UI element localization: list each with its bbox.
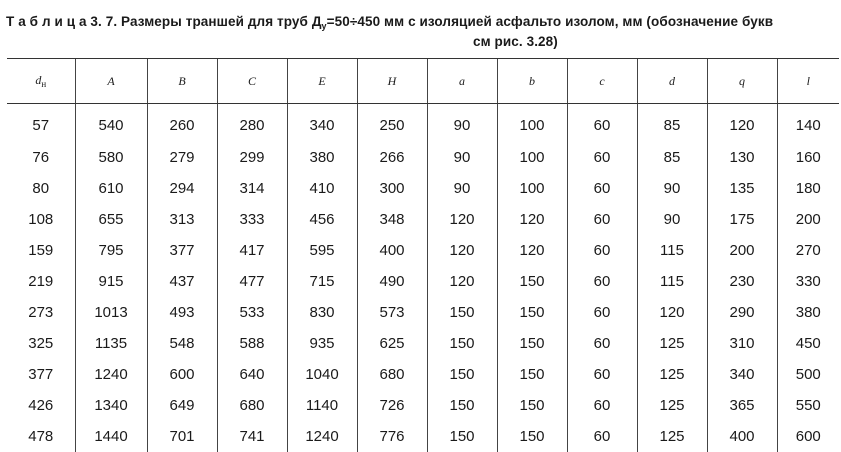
table-row xyxy=(7,266,839,297)
table-cell: 115 xyxy=(637,266,707,297)
table-cell: 60 xyxy=(567,235,637,266)
table-cell: 60 xyxy=(567,328,637,359)
table-cell: 135 xyxy=(707,173,777,204)
table-cell: 314 xyxy=(217,173,287,204)
table-cell: 610 xyxy=(75,173,147,204)
table-cell: 100 xyxy=(497,142,567,173)
table-cell: 400 xyxy=(357,235,427,266)
table-cell: 490 xyxy=(357,266,427,297)
table-cell: 115 xyxy=(637,235,707,266)
table-cell: 290 xyxy=(707,297,777,328)
column-header: d xyxy=(637,59,707,104)
table-row xyxy=(7,235,839,266)
table-cell: 299 xyxy=(217,142,287,173)
table-body xyxy=(7,104,839,452)
table-cell: 60 xyxy=(567,204,637,235)
table-cell: 60 xyxy=(567,266,637,297)
table-cell: 477 xyxy=(217,266,287,297)
table-cell: 600 xyxy=(777,421,839,452)
table-caption xyxy=(6,14,836,49)
table-cell: 655 xyxy=(75,204,147,235)
table-cell: 60 xyxy=(567,297,637,328)
column-header: b xyxy=(497,59,567,104)
table-cell: 377 xyxy=(147,235,217,266)
table-cell: 159 xyxy=(28,241,54,259)
column-header: l xyxy=(777,59,839,104)
table-cell: 100 xyxy=(497,104,567,142)
table-cell: 60 xyxy=(567,142,637,173)
column-header: $d_н$ xyxy=(7,59,75,104)
header-row xyxy=(7,59,839,104)
table-cell: 125 xyxy=(637,421,707,452)
table-cell: 533 xyxy=(217,297,287,328)
table-cell: 219 xyxy=(28,272,54,290)
column-header: q xyxy=(707,59,777,104)
table-cell: 76 xyxy=(32,148,50,166)
table-cell: 330 xyxy=(777,266,839,297)
table-cell: 550 xyxy=(777,390,839,421)
table-cell: 180 xyxy=(777,173,839,204)
caption-line-1: Т а б л и ц а 3. 7. Размеры траншей для труб $Д_у=50\div 450$ мм с изоляцией асфальто изолом, мм (обозначение букв xyxy=(6,14,774,31)
table-cell: 795 xyxy=(75,235,147,266)
table-cell: 500 xyxy=(777,359,839,390)
table-row xyxy=(7,359,839,390)
table-cell: 60 xyxy=(567,104,637,142)
table-cell: 380 xyxy=(777,297,839,328)
table-cell: 377 xyxy=(28,365,54,383)
table-row xyxy=(7,204,839,235)
table-cell: 230 xyxy=(707,266,777,297)
table-cell: 80 xyxy=(32,179,50,197)
table-cell: 340 xyxy=(707,359,777,390)
table-cell: 333 xyxy=(217,204,287,235)
table-cell: 294 xyxy=(147,173,217,204)
table-cell: 935 xyxy=(287,328,357,359)
table-cell: 90 xyxy=(637,173,707,204)
table-cell: 120 xyxy=(497,204,567,235)
table-cell: 60 xyxy=(567,421,637,452)
column-header: A xyxy=(75,59,147,104)
table-cell: 493 xyxy=(147,297,217,328)
table-cell: 417 xyxy=(217,235,287,266)
table-cell: 60 xyxy=(567,359,637,390)
table-cell: 426 xyxy=(28,396,54,414)
table-cell: 280 xyxy=(217,104,287,142)
caption-line-2: см рис. 3.28) xyxy=(473,34,558,49)
table-cell: 273 xyxy=(28,303,54,321)
table-cell: 90 xyxy=(427,104,497,142)
table-cell: 120 xyxy=(637,297,707,328)
table-cell: 410 xyxy=(287,173,357,204)
table-cell: 1340 xyxy=(75,390,147,421)
table-cell: 365 xyxy=(707,390,777,421)
table-cell: 57 xyxy=(32,117,50,135)
table-cell: 300 xyxy=(357,173,427,204)
table-cell: 580 xyxy=(75,142,147,173)
column-header: C xyxy=(217,59,287,104)
table-row xyxy=(7,104,839,142)
table-cell: 456 xyxy=(287,204,357,235)
table-row xyxy=(7,421,839,452)
column-header: H xyxy=(357,59,427,104)
table-cell: 130 xyxy=(707,142,777,173)
table-cell: 680 xyxy=(217,390,287,421)
table-cell: 701 xyxy=(147,421,217,452)
table-cell: 325 xyxy=(28,334,54,352)
table-cell: 380 xyxy=(287,142,357,173)
table-cell: 150 xyxy=(427,390,497,421)
table-cell: 348 xyxy=(357,204,427,235)
table-cell: 85 xyxy=(637,104,707,142)
table-cell: 60 xyxy=(567,173,637,204)
table-cell: 125 xyxy=(637,359,707,390)
table-cell: 200 xyxy=(707,235,777,266)
table-cell: 741 xyxy=(217,421,287,452)
table-cell: 313 xyxy=(147,204,217,235)
table-cell: 588 xyxy=(217,328,287,359)
table-cell: 1135 xyxy=(75,328,147,359)
table-cell: 150 xyxy=(497,390,567,421)
table-cell: 640 xyxy=(217,359,287,390)
table-cell: 120 xyxy=(427,235,497,266)
table-cell: 125 xyxy=(637,328,707,359)
trench-dimensions-table xyxy=(7,58,839,452)
table-cell: 108 xyxy=(28,210,54,228)
table-cell: 279 xyxy=(147,142,217,173)
column-header: B xyxy=(147,59,217,104)
table-cell: 437 xyxy=(147,266,217,297)
column-header: a xyxy=(427,59,497,104)
table-cell: 260 xyxy=(147,104,217,142)
table-cell: 120 xyxy=(497,235,567,266)
table-cell: 90 xyxy=(637,204,707,235)
table-row xyxy=(7,173,839,204)
table-cell: 400 xyxy=(707,421,777,452)
table-cell: 726 xyxy=(357,390,427,421)
table-cell: 120 xyxy=(427,266,497,297)
table-cell: 548 xyxy=(147,328,217,359)
table-row xyxy=(7,390,839,421)
table-cell: 625 xyxy=(357,328,427,359)
table-cell: 1240 xyxy=(287,421,357,452)
table-cell: 540 xyxy=(75,104,147,142)
table-cell: 595 xyxy=(287,235,357,266)
table-cell: 680 xyxy=(357,359,427,390)
table-cell: 1440 xyxy=(75,421,147,452)
table-row xyxy=(7,297,839,328)
table-cell: 90 xyxy=(427,142,497,173)
table-cell: 600 xyxy=(147,359,217,390)
table-cell: 120 xyxy=(427,204,497,235)
table-cell: 150 xyxy=(497,359,567,390)
table-cell: 150 xyxy=(497,328,567,359)
table-cell: 478 xyxy=(28,427,54,445)
table-cell: 200 xyxy=(777,204,839,235)
table-row xyxy=(7,142,839,173)
table-cell: 150 xyxy=(497,297,567,328)
table-cell: 90 xyxy=(427,173,497,204)
table-cell: 266 xyxy=(357,142,427,173)
table-cell: 60 xyxy=(567,390,637,421)
table-cell: 150 xyxy=(427,297,497,328)
table-cell: 150 xyxy=(427,359,497,390)
table-cell: 125 xyxy=(637,390,707,421)
table-cell: 140 xyxy=(777,104,839,142)
table-cell: 150 xyxy=(427,328,497,359)
table-cell: 120 xyxy=(707,104,777,142)
table-cell: 250 xyxy=(357,104,427,142)
table-cell: 160 xyxy=(777,142,839,173)
table-cell: 649 xyxy=(147,390,217,421)
table-cell: 150 xyxy=(497,421,567,452)
table-cell: 310 xyxy=(707,328,777,359)
table-cell: 85 xyxy=(637,142,707,173)
table-cell: 1240 xyxy=(75,359,147,390)
table-cell: 715 xyxy=(287,266,357,297)
table-cell: 100 xyxy=(497,173,567,204)
table-cell: 150 xyxy=(427,421,497,452)
table-cell: 830 xyxy=(287,297,357,328)
table-cell: 175 xyxy=(707,204,777,235)
table-cell: 450 xyxy=(777,328,839,359)
table-cell: 270 xyxy=(777,235,839,266)
table-cell: 1040 xyxy=(287,359,357,390)
table-cell: 340 xyxy=(287,104,357,142)
table-row xyxy=(7,328,839,359)
table-cell: 150 xyxy=(497,266,567,297)
table-cell: 776 xyxy=(357,421,427,452)
column-header: E xyxy=(287,59,357,104)
table-cell: 1140 xyxy=(287,390,357,421)
table-cell: 1013 xyxy=(75,297,147,328)
column-header: c xyxy=(567,59,637,104)
table-cell: 915 xyxy=(75,266,147,297)
table-cell: 573 xyxy=(357,297,427,328)
